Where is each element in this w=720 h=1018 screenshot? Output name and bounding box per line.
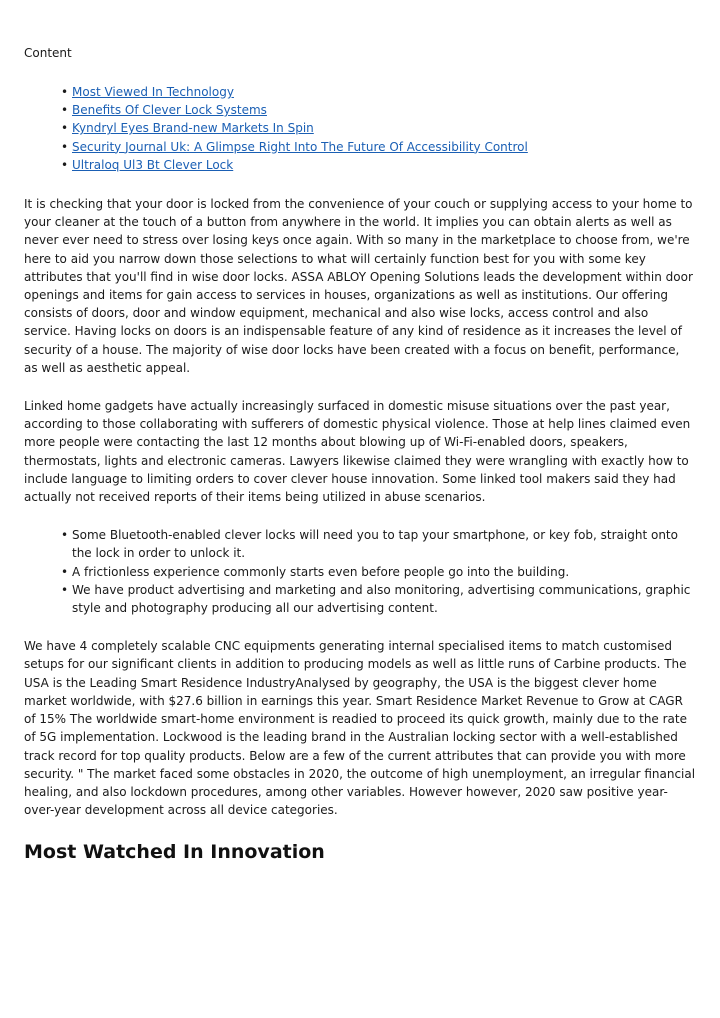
toc-link-ultraloq[interactable]: Ultraloq Ul3 Bt Clever Lock: [72, 157, 234, 172]
table-of-contents: [24, 83, 696, 174]
toc-link-most-viewed[interactable]: Most Viewed In Technology: [72, 85, 234, 99]
toc-item: [24, 83, 696, 101]
list-item: • We have product advertising and marketing and also monitoring, advertising communications, graphic style and photography producing all our advertising content.: [24, 581, 696, 617]
list-item: • Some Bluetooth-enabled clever locks will need you to tap your smartphone, or key fob, straight onto the lock in order to unlock it.: [24, 526, 696, 562]
toc-item: [24, 156, 696, 174]
bullet-list: [24, 526, 696, 617]
toc-link-security-journal[interactable]: Security Journal Uk: A Glimpse Right Into The Future Of Accessibility Control: [72, 139, 528, 154]
toc-item: [24, 119, 696, 137]
toc-label: Content: [24, 46, 72, 60]
body-paragraph: We have 4 completely scalable CNC equipments generating internal specialised items to match customised setups for our significant clients in addition to producing models as well as little runs of Carbine products. The USA is the Leading Smart Residence IndustryAnalysed by geography, the USA is the biggest clever home market worldwide, with $27.6 billion in earnings this year. Smart Residence Market Revenue to Grow at CAGR of 15% The worldwide smart-home environment is readied to proceed its quick growth, mainly due to the rate of 5G implementation. Lockwood is the leading brand in the Australian locking sector with a well-established track record for top quality products. Below are a few of the current attributes that can provide you with more security. " The market faced some obstacles in 2020, the outcome of high unemployment, an irregular financial healing, and also lockdown procedures, among other variables. However however, 2020 saw positive year-over-year development across all device categories.: [24, 639, 696, 818]
body-paragraph: It is checking that your door is locked from the convenience of your couch or supplying access to your home to your cleaner at the touch of a button from anywhere in the world. It implies you can obtain alerts as well as never ever need to stress over losing keys once again. With so many in the marketplace to choose from, we're here to aid you narrow down those selections to what will certainly function best for you with some key attributes that you'll find in wise door locks. ASSA ABLOY Opening Solutions leads the development within door openings and items for gain access to services in houses, organizations as well as institutions. Our offering consists of doors, door and window equipment, mechanical and also wise locks, access control and also service. Having locks on doors is an indispensable feature of any kind of residence as it increases the level of security of a house. The majority of wise door locks have been created with a focus on benefit, performance, as well as aesthetic appeal.: [24, 197, 693, 375]
toc-link-benefits[interactable]: Benefits Of Clever Lock Systems: [72, 103, 267, 118]
toc-item: [24, 138, 696, 156]
body-paragraph: Linked home gadgets have actually increasingly surfaced in domestic misuse situations over the past year, according to those collaborating with sufferers of domestic physical violence. Those at help lines claimed even more people were contacting the last 12 months about blowing up of Wi-Fi-enabled doors, speakers, thermostats, lights and electronic cameras. Lawyers likewise claimed they were wrangling with exactly how to include language to limiting orders to cover clever house innovation. Some linked tool makers said they had actually not received reports of their items being utilized in abuse scenarios.: [24, 399, 691, 505]
list-item: • A frictionless experience commonly starts even before people go into the building.: [24, 563, 696, 581]
toc-item: [24, 101, 696, 119]
section-heading: Most Watched In Innovation: [24, 841, 325, 864]
toc-link-kyndryl[interactable]: Kyndryl Eyes Brand-new Markets In Spin: [72, 121, 314, 136]
